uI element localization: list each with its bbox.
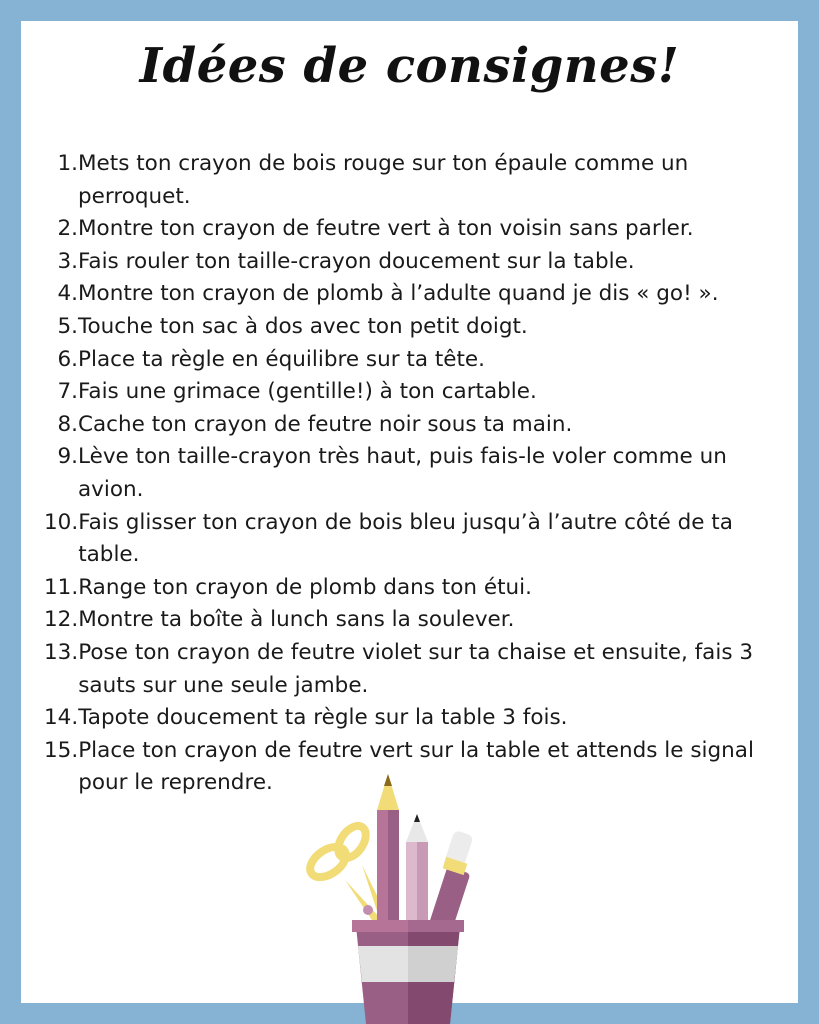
list-item	[44, 376, 784, 409]
item-number: 1.	[57, 151, 78, 176]
item-text: Place ta règle en équilibre sur ta tête.	[78, 346, 485, 372]
cup-icon	[352, 920, 464, 1024]
item-text: Montre ta boîte à lunch sans la soulever.	[78, 607, 515, 633]
item-number: 10.	[44, 509, 79, 535]
item-number: 11.	[44, 574, 79, 600]
list-item	[44, 604, 784, 637]
item-number: 13.	[44, 639, 79, 665]
list-item	[44, 572, 784, 605]
item-text: Place ton crayon de feutre vert sur la table et attends le signal pour le reprendre.	[78, 737, 754, 796]
item-number: 14.	[44, 705, 79, 731]
list-item	[44, 311, 784, 344]
list-item	[44, 344, 784, 377]
item-text: Pose ton crayon de feutre violet sur ta chaise et ensuite, fais 3 sauts sur une seule jambe.	[78, 639, 754, 698]
pencil-cup-icon	[300, 770, 490, 1024]
list-item	[44, 246, 784, 279]
item-text: Montre ton crayon de plomb à l’adulte quand je dis « go! ».	[78, 281, 719, 307]
item-text: Fais une grimace (gentille!) à ton cartable.	[78, 379, 537, 405]
scissors-icon	[305, 821, 388, 926]
list-item	[44, 409, 784, 442]
item-number: 9.	[57, 444, 78, 470]
instruction-list	[44, 148, 784, 800]
item-number: 4.	[57, 281, 78, 307]
item-number: 15.	[44, 737, 79, 763]
list-item	[44, 507, 784, 572]
item-text: Montre ton crayon de feutre vert à ton voisin sans parler.	[78, 216, 694, 242]
item-text: Fais glisser ton crayon de bois bleu jusqu’à l’autre côté de ta table.	[78, 509, 733, 568]
pencil-icon	[377, 774, 399, 940]
page-title: Idées de consignes!	[139, 38, 680, 94]
item-number: 5.	[57, 313, 78, 339]
item-number: 12.	[44, 607, 79, 633]
list-item	[44, 148, 784, 213]
item-text: Touche ton sac à dos avec ton petit doigt.	[78, 313, 528, 339]
list-item	[44, 213, 784, 246]
item-number: 8.	[57, 411, 78, 437]
item-number: 7.	[57, 379, 78, 405]
item-text: Tapote doucement ta règle sur la table 3 fois.	[78, 705, 568, 731]
item-text: Lève ton taille-crayon très haut, puis fais-le voler comme un avion.	[78, 444, 727, 502]
list-item	[44, 278, 784, 311]
item-text: Range ton crayon de plomb dans ton étui.	[78, 574, 532, 600]
item-number: 3.	[57, 248, 78, 274]
list-item	[44, 441, 784, 506]
item-text: Fais rouler ton taille-crayon doucement sur la table.	[78, 248, 635, 274]
list-item	[44, 637, 784, 702]
item-text: Cache ton crayon de feutre noir sous ta main.	[78, 411, 573, 437]
item-number: 2.	[57, 216, 78, 242]
list-item	[44, 702, 784, 735]
item-number: 6.	[57, 346, 78, 372]
item-text: Mets ton crayon de bois rouge sur ton épaule comme un perroquet.	[78, 151, 689, 209]
